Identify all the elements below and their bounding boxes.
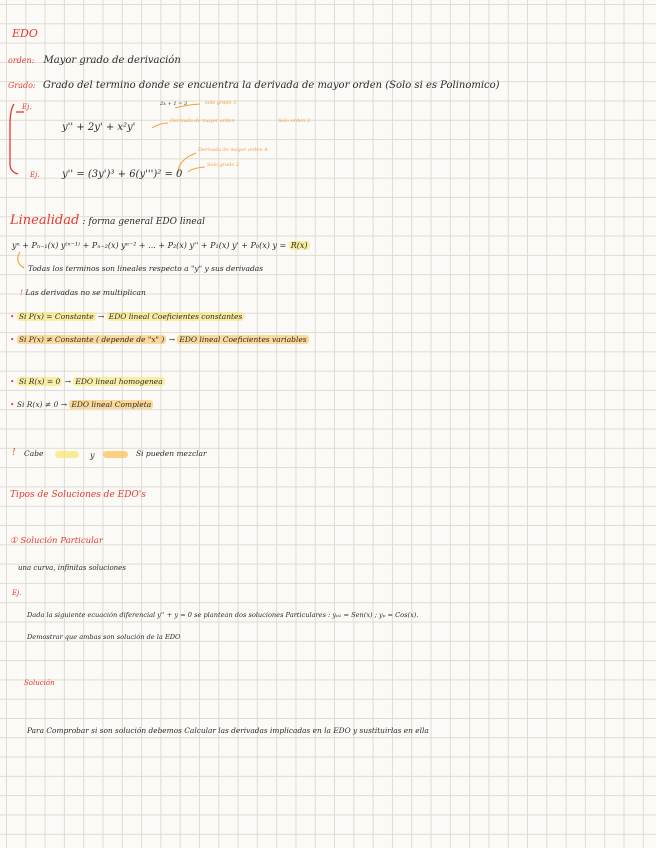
bullet-rhs: EDO lineal Completa bbox=[71, 400, 152, 409]
linealidad-general-equation bbox=[12, 242, 310, 250]
bullet-lhs: Si R(x) = 0 bbox=[18, 377, 61, 386]
bullet-r-completa: • Si R(x) ≠ 0 → EDO lineal Completa bbox=[10, 400, 152, 409]
linealidad-note2 bbox=[20, 289, 146, 297]
page-title: EDO bbox=[12, 27, 38, 40]
ej1-annotation-mid2: Solo orden 2 bbox=[278, 118, 311, 124]
note-mix-mid: y bbox=[90, 451, 95, 460]
linealidad-title: Linealidad bbox=[10, 213, 80, 228]
orden-label: orden: bbox=[8, 56, 35, 65]
ej2-annotation-2: Solo grado 2 bbox=[207, 162, 240, 168]
tipos-heading: Tipos de Soluciones de EDO's bbox=[10, 490, 146, 500]
bullet-rhs: EDO lineal Coeficientes constantes bbox=[108, 312, 243, 321]
ej1-annotation-top2: solo grado 3 bbox=[205, 100, 237, 106]
grado-label: Grado: bbox=[8, 81, 36, 90]
note-mix-pre: Cabe bbox=[24, 449, 44, 458]
grado-line bbox=[8, 81, 500, 91]
bullet-lhs: Si P(x) ≠ Constante ( depende de "x" ) bbox=[18, 335, 165, 344]
bullet-p-variable: • Si P(x) ≠ Constante ( depende de "x" ) → EDO lineal Coeficientes variables bbox=[10, 335, 307, 344]
particular-enunciado-1: Dada la siguiente ecuación diferencial y'' + y = 0 se plantean dos soluciones Particulares : yₚ₁ = Sen(x) ; yₚ = Cos(x). bbox=[27, 611, 419, 619]
grado-text: Grado del termino donde se encuentra la derivada de mayor orden (Solo si es Polinomico) bbox=[42, 80, 500, 91]
orange-swatch bbox=[103, 451, 128, 458]
warning-mark: ! bbox=[20, 288, 24, 297]
linealidad-subtitle: : forma general EDO lineal bbox=[82, 217, 205, 227]
linealidad-note1: Todas los terminos son lineales respecto a "y" y sus derivadas bbox=[28, 264, 264, 273]
ej1-label: Ej. bbox=[22, 103, 32, 111]
ej1-equation: y'' + 2y' + x²y' bbox=[62, 122, 136, 133]
ej1-annotation-top: 2x + 1 = 3 bbox=[160, 101, 188, 107]
bullet-p-constante: • Si P(x) = Constante → EDO lineal Coeficientes constantes bbox=[10, 312, 243, 321]
particular-desc: una curva, infinitas soluciones bbox=[18, 564, 126, 572]
bullet-rhs: EDO lineal Coeficientes variables bbox=[179, 335, 307, 344]
particular-ej-label: Ej. bbox=[12, 589, 22, 597]
note-mix-post: Si pueden mezclar bbox=[136, 449, 207, 458]
general-lhs: yⁿ + Pₙ₋₁(x) y⁽ⁿ⁻¹⁾ + Pₙ₋₂(x) yⁿ⁻² + ... + P₂(x) y'' + P₁(x) y' + P₀(x) y = bbox=[12, 241, 287, 250]
linealidad-heading bbox=[10, 214, 205, 227]
solucion-text: Para Comprobar si son solución debemos Calcular las derivadas implicadas en la EDO y sustituirlas en ella bbox=[27, 726, 429, 735]
ej1-annotation-mid: Derivada de mayor orden bbox=[170, 118, 235, 124]
bullet-rhs: EDO lineal homogenea bbox=[75, 377, 163, 386]
bullet-r-homogenea: • Si R(x) = 0 → EDO lineal homogenea bbox=[10, 377, 163, 386]
ej2-label: Ej. bbox=[30, 171, 40, 179]
yellow-swatch bbox=[55, 451, 79, 458]
ej2-annotation-1: Derivada de mayor orden 4 bbox=[198, 147, 268, 153]
orden-text: Mayor grado de derivación bbox=[43, 55, 181, 66]
orden-line bbox=[8, 56, 181, 66]
particular-enunciado-2: Demostrar que ambas son solución de la EDO bbox=[27, 633, 181, 641]
ej2-equation: y'' = (3y')³ + 6(y''')² = 0 bbox=[62, 169, 183, 180]
general-rhs: R(x) bbox=[290, 241, 308, 250]
bullet-lhs: Si P(x) = Constante bbox=[18, 312, 94, 321]
bullet-lhs: Si R(x) ≠ 0 bbox=[16, 400, 59, 409]
solucion-heading: Solución bbox=[24, 679, 55, 687]
note2-text: Las derivadas no se multiplican bbox=[25, 288, 146, 297]
particular-title: ① Solución Particular bbox=[10, 536, 103, 546]
warning-mark-2: ! bbox=[12, 448, 16, 458]
